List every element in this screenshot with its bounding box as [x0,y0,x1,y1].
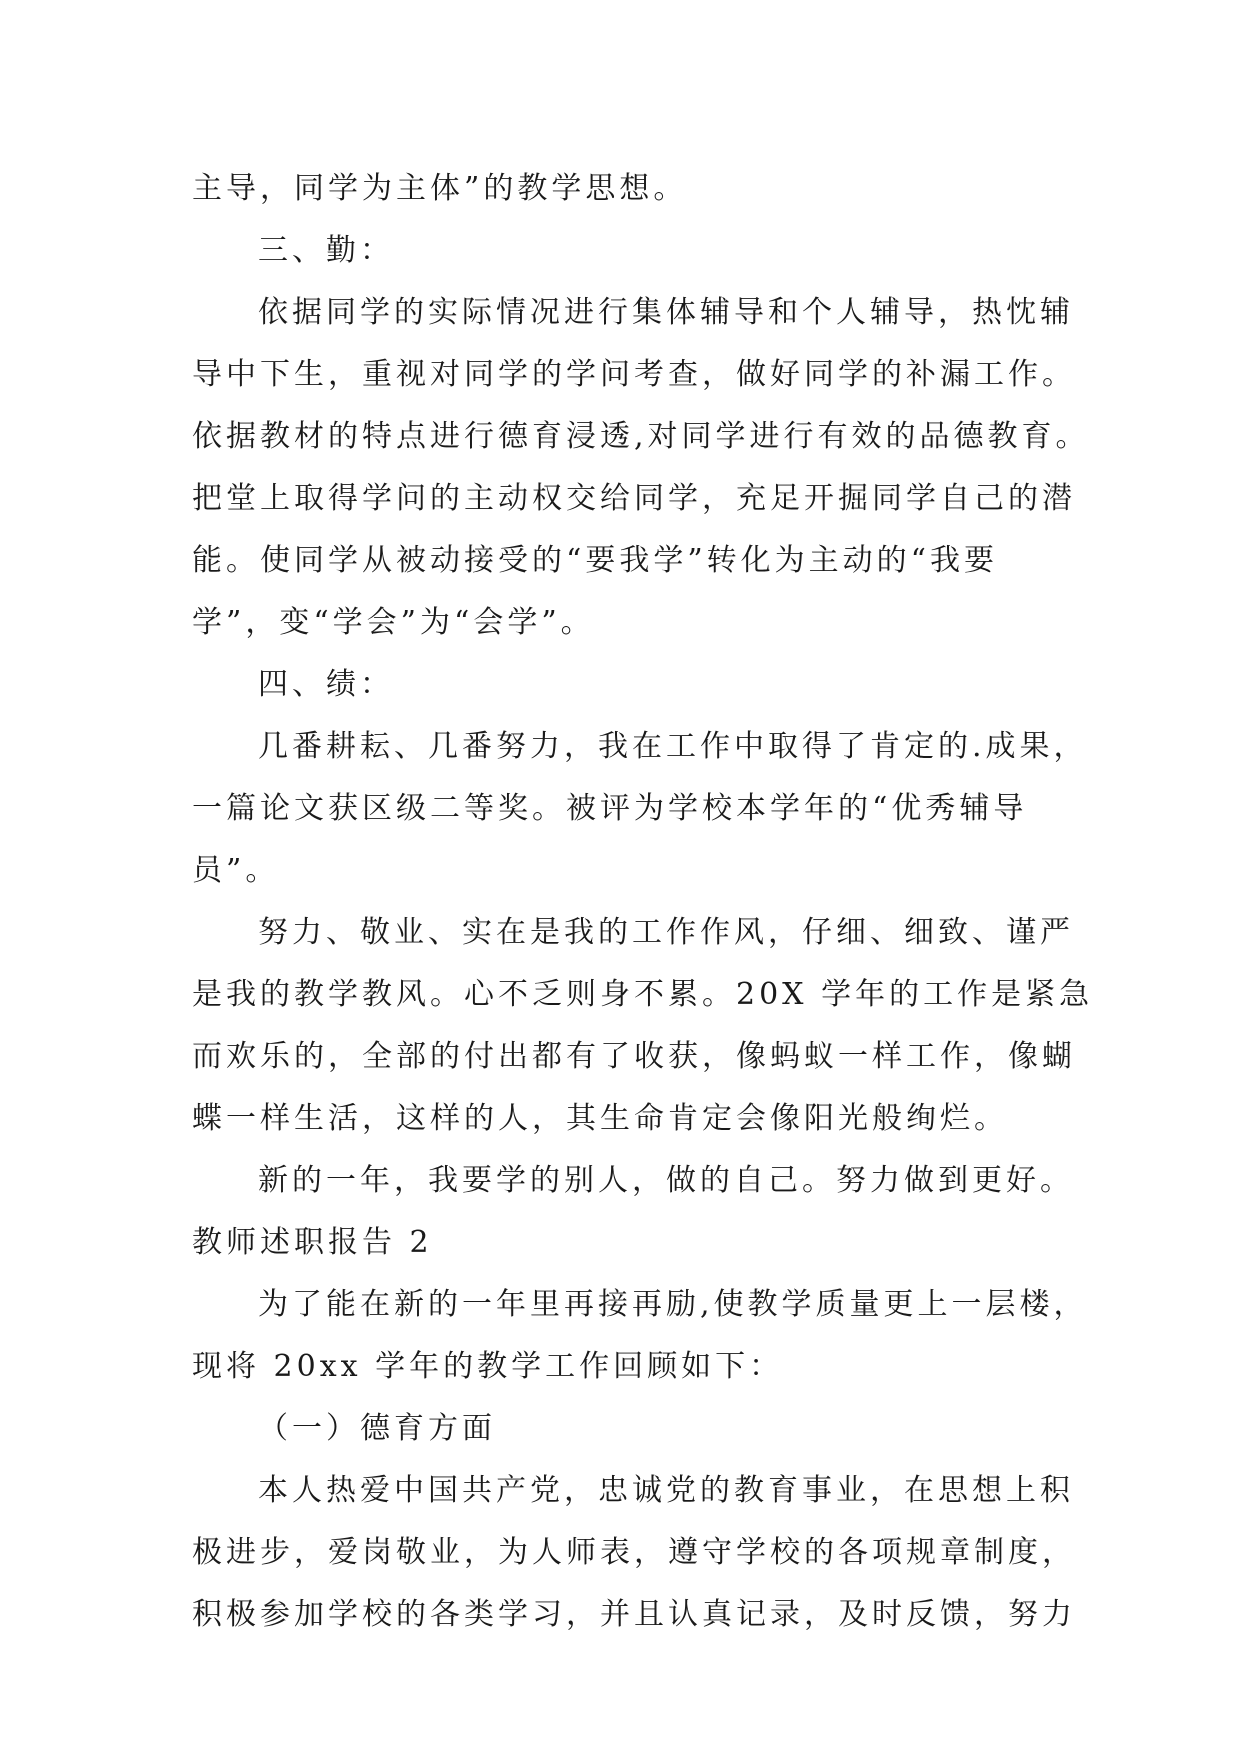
text-line: 依据教材的特点进行德育浸透,对同学进行有效的品德教育。 [192,419,1090,454]
document-body [192,158,1094,1646]
report-title: 教师述职报告 2 [192,1225,433,1260]
text-line: 努力、敬业、实在是我的工作作风，仔细、细致、谨严 [258,915,1074,950]
text-line: 把堂上取得学问的主动权交给同学，充足开掘同学自己的潜 [192,481,1076,516]
text-line: 主导，同学为主体”的教学思想。 [192,171,688,206]
text-line: 学”，变“学会”为“会学”。 [192,605,595,640]
text-line: 蝶一样生活，这样的人，其生命肯定会像阳光般绚烂。 [192,1101,1008,1136]
text-line: 新的一年，我要学的别人，做的自己。努力做到更好。 [258,1163,1074,1198]
section-heading: （一）德育方面 [258,1411,496,1446]
section-heading: 三、勤： [258,233,394,268]
text-line: 一篇论文获区级二等奖。被评为学校本学年的“优秀辅导 [192,791,1028,826]
text-line: 导中下生，重视对同学的学问考查，做好同学的补漏工作。 [192,357,1076,392]
text-line: 本人热爱中国共产党，忠诚党的教育事业，在思想上积 [258,1473,1074,1508]
text-line: 员”。 [192,853,280,888]
text-line: 几番耕耘、几番努力，我在工作中取得了肯定的.成果， [258,729,1088,764]
section-heading: 四、绩： [258,667,394,702]
text-line: 依据同学的实际情况进行集体辅导和个人辅导，热忱辅 [258,295,1074,330]
text-line: 极进步，爱岗敬业，为人师表，遵守学校的各项规章制度， [192,1535,1076,1570]
text-line: 是我的教学教风。心不乏则身不累。20X 学年的工作是紧急 [192,977,1094,1012]
text-line: 为了能在新的一年里再接再励,使教学质量更上一层楼， [258,1287,1088,1322]
text-line: 现将 20xx 学年的教学工作回顾如下： [192,1349,784,1384]
text-line: 能。使同学从被动接受的“要我学”转化为主动的“我要 [192,543,999,578]
text-line: 积极参加学校的各类学习，并且认真记录，及时反馈，努力 [192,1597,1076,1632]
text-line: 而欢乐的，全部的付出都有了收获，像蚂蚁一样工作，像蝴 [192,1039,1076,1074]
